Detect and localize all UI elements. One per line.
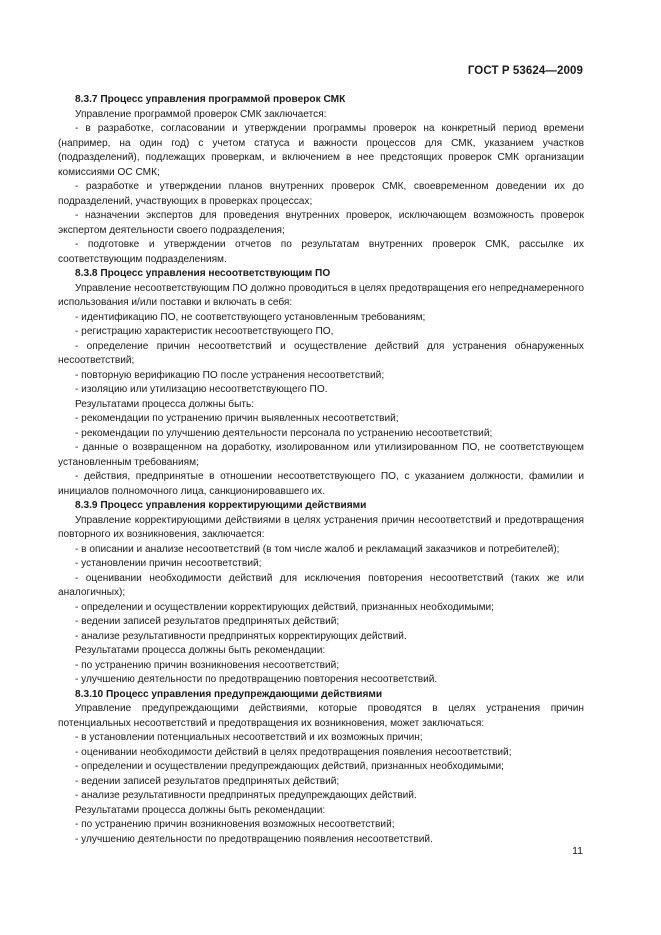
list-item: - оценивании необходимости действий для исключения повторения несоответствий (таких же или аналогичных); <box>58 572 584 598</box>
paragraph: Результатами процесса должны быть рекомендации: <box>75 804 326 816</box>
paragraph: Управление корректирующими действиями в целях устранения причин несоответствий и предотвращения повторного их возникновения, заключается: <box>58 514 584 540</box>
list-item: - действия, предпринятые в отношении несоответствующего ПО, с указанием должности, фамилии и инициалов полномочного лица, санкционировавшего их. <box>58 471 584 497</box>
list-item: - определении и осуществлении предупреждающих действий, признанных необходимыми; <box>75 761 504 772</box>
list-item: - данные о возвращенном на доработку, изолированном или утилизированном ПО, не соответствующем установленным требованиям; <box>58 442 584 468</box>
list-item: - анализе результативности предпринятых предупреждающих действий. <box>75 790 417 801</box>
list-item: - подготовке и утверждении отчетов по результатам внутренних проверок СМК, рассылке их соответствующим подразделениям. <box>58 239 584 265</box>
list-item: - улучшению деятельности по предотвращению появления несоответствий. <box>75 833 433 845</box>
section-heading: 8.3.7 Процесс управления программой проверок СМК <box>75 94 346 105</box>
list-item: - регистрацию характеристик несоответствующего ПО, <box>75 326 334 337</box>
list-item: - в разработке, согласовании и утверждении программы проверок на конкретный период времени (например, на один год) с учетом статуса и важности процессов для СМК, указанием участков (подразделений), подлежащих проверкам, и включением в нее предстоящих проверок СМК организации комиссиями ОС СМК; <box>58 123 584 178</box>
list-item: - ведении записей результатов предпринятых действий; <box>75 775 340 787</box>
section-heading: 8.3.9 Процесс управления корректирующими действиями <box>75 500 367 511</box>
paragraph: Результатами процесса должны быть рекомендации: <box>75 645 326 656</box>
list-item: - определение причин несоответствий и осуществление действий для устранения обнаруженных несоответствий; <box>58 340 584 366</box>
list-item: - идентификацию ПО, не соответствующего установленным требованиям; <box>75 311 426 323</box>
list-item: - изоляцию или утилизацию несоответствующего ПО. <box>75 384 328 395</box>
list-item: - повторную верификацию ПО после устранения несоответствий; <box>75 369 385 381</box>
paragraph: Управление несоответствующим ПО должно проводиться в целях предотвращения его непреднамеренного использования и/или поставки и включать в себя: <box>58 282 584 308</box>
list-item: - в описании и анализе несоответствий (в том числе жалоб и рекламаций заказчиков и потребителей); <box>75 543 560 555</box>
list-item: - оценивании необходимости действий в целях предотвращения появления несоответствий; <box>75 746 512 758</box>
paragraph: Управление предупреждающими действиями, которые проводятся в целях устранения причин потенциальных несоответствий и предотвращения их возникновения, может заключаться: <box>58 703 584 729</box>
list-item: - в установлении потенциальных несоответствий и их возможных причин; <box>75 732 423 743</box>
list-item: - по устранению причин возникновения несоответствий; <box>75 659 340 671</box>
list-item: - ведении записей результатов предпринятых действий; <box>75 616 340 627</box>
page-number: 11 <box>572 845 583 857</box>
list-item: - рекомендации по устранению причин выявленных несоответствий; <box>75 413 399 424</box>
list-item: - установлении причин несоответствий; <box>75 558 262 569</box>
paragraph: Результатами процесса должны быть: <box>75 398 255 410</box>
list-item: - назначении экспертов для проведения внутренних проверок, исключающем возможность проверок экспертом деятельности своего подразделения; <box>58 210 584 236</box>
list-item: - по устранению причин возникновения возможных несоответствий; <box>75 819 395 830</box>
section-heading: 8.3.10 Процесс управления предупреждающими действиями <box>75 688 383 700</box>
list-item: - определении и осуществлении корректирующих действий, признанных необходимыми; <box>75 601 494 613</box>
list-item: - анализе результативности предпринятых корректирующих действий. <box>75 630 407 642</box>
document-body <box>58 93 584 847</box>
list-item: - улучшению деятельности по предотвращению повторения несоответствий. <box>75 674 438 685</box>
paragraph: Управление программой проверок СМК заключается: <box>75 108 327 120</box>
section-heading: 8.3.8 Процесс управления несоответствующим ПО <box>75 268 331 279</box>
list-item: - рекомендации по улучшению деятельности персонала по устранению несоответствий; <box>75 427 493 439</box>
document-header: ГОСТ Р 53624—2009 <box>467 65 583 77</box>
list-item: - разработке и утверждении планов внутренних проверок СМК, своевременном доведении их до подразделений, участвующих в проверках процессах; <box>58 181 584 207</box>
